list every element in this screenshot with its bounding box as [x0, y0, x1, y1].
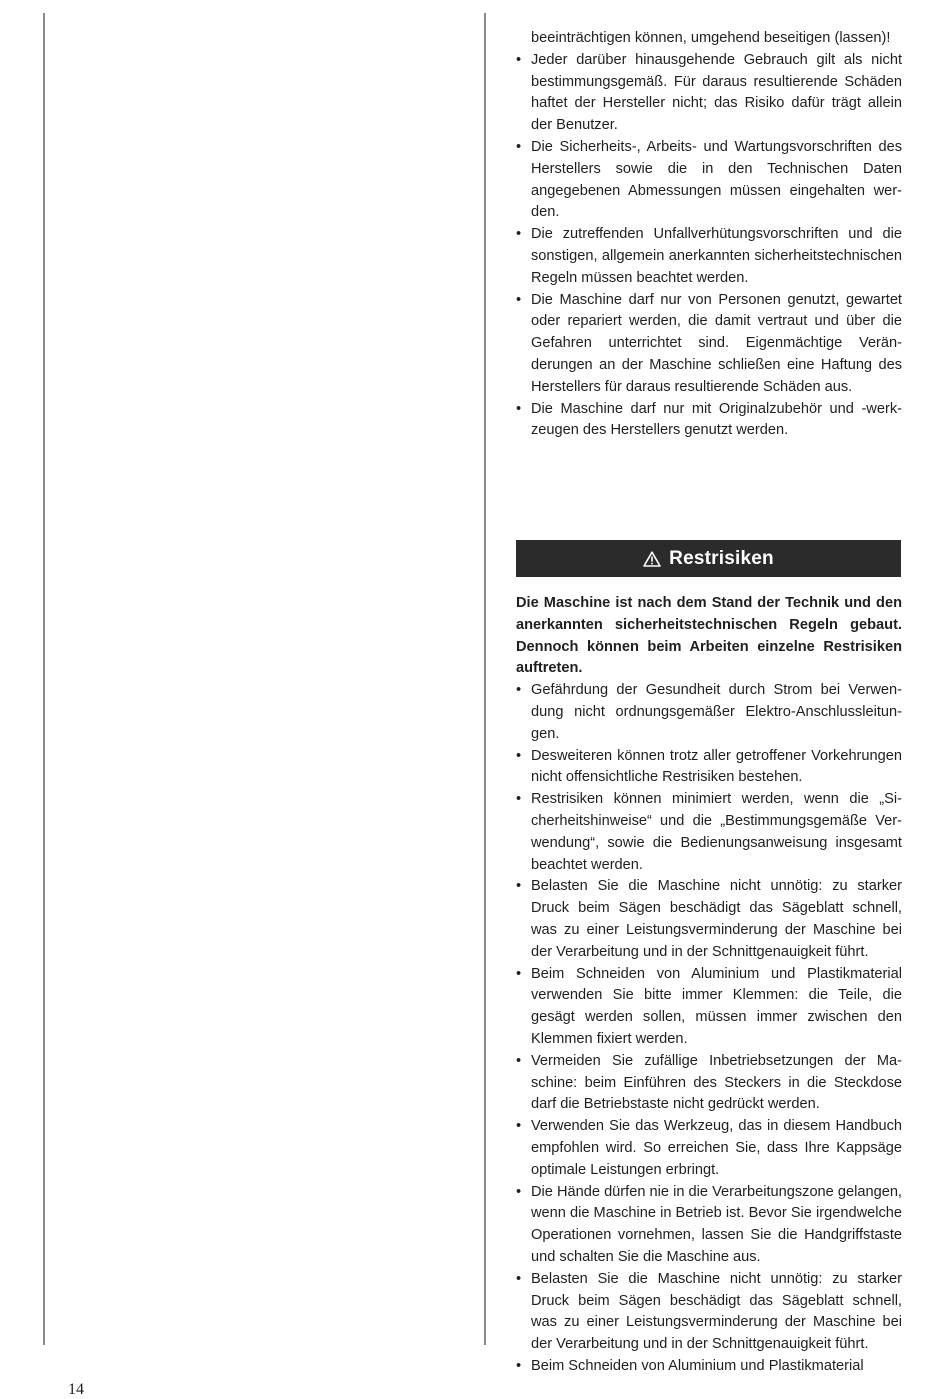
- list-item: • Die Maschine darf nur mit Originalzubehör und -werkzeugen des Herstellers genutzt werden.: [516, 399, 902, 443]
- list-item: • Verwenden Sie das Werkzeug, das in diesem Handbuch empfohlen wird. So erreichen Sie, dass Ihre Kappsäge optimale Leistungen erbringt.: [516, 1116, 902, 1181]
- restrisiken-heading-banner: [516, 540, 901, 577]
- section-title: Restrisiken: [669, 547, 774, 569]
- intended-use-section: [516, 28, 902, 442]
- list-item: • Belasten Sie die Maschine nicht unnötig: zu starker Druck beim Sägen beschädigt das Sägeblatt schnell, was zu einer Leistungsverminderung der Maschine bei der Verarbeitung und in der Schnittgenauigkeit führt.: [516, 1269, 902, 1356]
- restrisiken-section: [516, 593, 902, 1378]
- list-item: • Jeder darüber hinausgehende Gebrauch gilt als nicht bestimmungsgemäß. Für daraus resultierende Schäden haftet der Hersteller nicht; das Risiko dafür trägt allein der Benutzer.: [516, 50, 902, 137]
- warning-triangle-icon: [643, 551, 661, 567]
- intended-use-list: [516, 50, 902, 442]
- list-item: • Gefährdung der Gesundheit durch Strom bei Verwendung nicht ordnungsgemäßer Elektro-Anschlussleitungen.: [516, 680, 902, 745]
- list-item: • Vermeiden Sie zufällige Inbetriebsetzungen der Maschine: beim Einführen des Steckers in die Steckdose darf die Betriebstaste nicht gedrückt werden.: [516, 1051, 902, 1116]
- list-item: • Die Maschine darf nur von Personen genutzt, gewartet oder repariert werden, die damit vertraut und über die Gefahren unterrichtet sind. Eigenmächtige Veränderungen an der Maschine schließen eine Haftung des Herstellers für daraus resultierende Schäden aus.: [516, 290, 902, 399]
- restrisiken-list: [516, 680, 902, 1378]
- page-number: 14: [68, 1381, 84, 1398]
- list-item: • Desweiteren können trotz aller getroffener Vorkehrungen nicht offensichtliche Restrisiken bestehen.: [516, 746, 902, 790]
- list-item: • Beim Schneiden von Aluminium und Plastikmaterial: [516, 1356, 902, 1378]
- left-column-rule: [43, 13, 45, 1345]
- restrisiken-intro: Die Maschine ist nach dem Stand der Technik und den anerkannten sicherheitstechnischen Regeln gebaut. Dennoch können beim Arbeiten einzelne Restrisiken auftreten.: [516, 595, 902, 677]
- list-item: • Belasten Sie die Maschine nicht unnötig: zu starker Druck beim Sägen beschädigt das Sägeblatt schnell, was zu einer Leistungsverminderung der Maschine bei der Verarbeitung und in der Schnittgenauigkeit führt.: [516, 876, 902, 963]
- right-column-rule: [484, 13, 486, 1345]
- continuation-text: beeinträchtigen können, umgehend beseitigen (lassen)!: [531, 30, 891, 46]
- list-item: • Restrisiken können minimiert werden, wenn die „Sicherheitshinweise“ und die „Bestimmungsgemäße Verwendung“, sowie die Bedienungsanweisung insgesamt beachtet werden.: [516, 789, 902, 876]
- list-item: • Die zutreffenden Unfallverhütungsvorschriften und die sonstigen, allgemein anerkannten sicherheitstechnischen Regeln müssen beachtet werden.: [516, 224, 902, 289]
- list-item: • Die Hände dürfen nie in die Verarbeitungszone gelangen, wenn die Maschine in Betrieb ist. Bevor Sie irgendwelche Operationen vornehmen, lassen Sie die Handgriffstaste und schalten Sie die Maschine aus.: [516, 1182, 902, 1269]
- list-item: • Die Sicherheits-, Arbeits- und Wartungsvorschriften des Herstellers sowie die in den Technischen Daten angegebenen Abmessungen müssen eingehalten werden.: [516, 137, 902, 224]
- list-item: • Beim Schneiden von Aluminium und Plastikmaterial verwenden Sie bitte immer Klemmen: die Teile, die gesägt werden sollen, müssen immer zwischen den Klemmen fixiert werden.: [516, 964, 902, 1051]
